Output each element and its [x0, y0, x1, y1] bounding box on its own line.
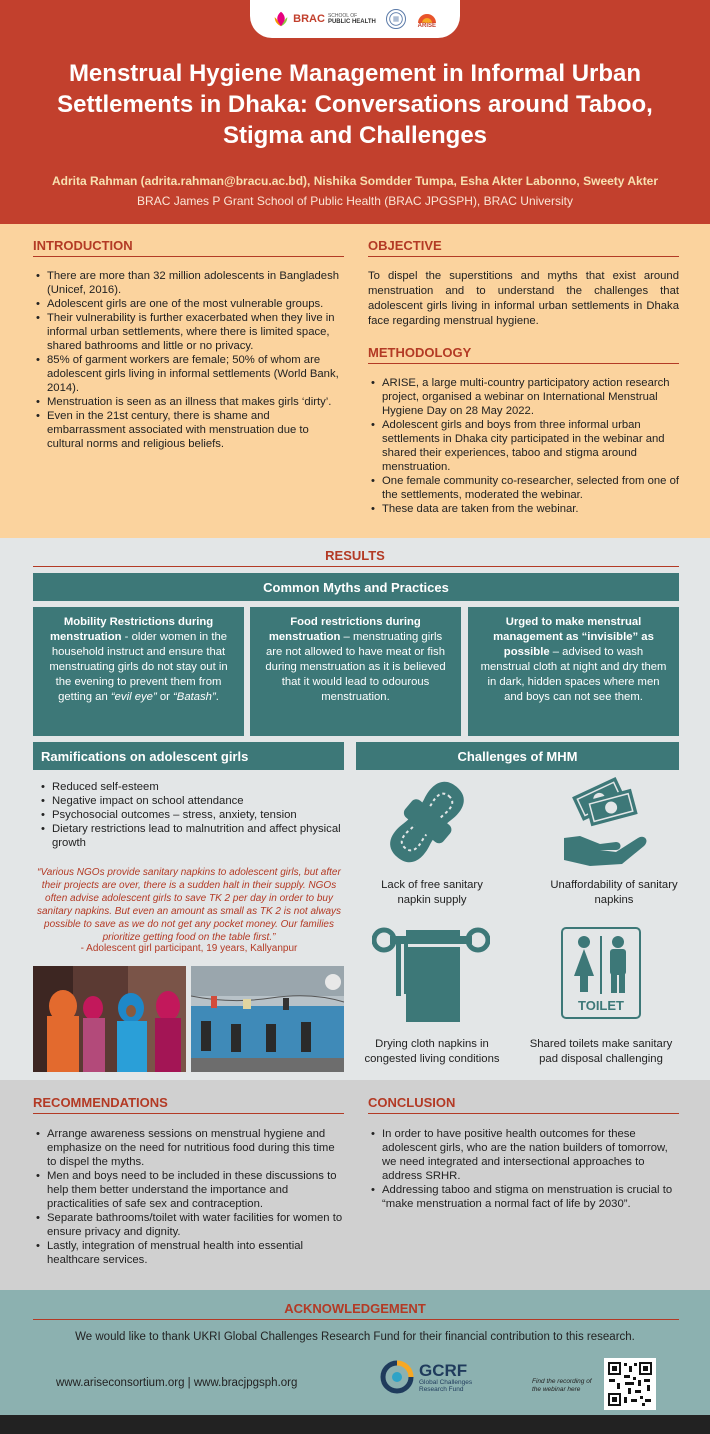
- list-item: • Psychosocial outcomes – stress, anxiety, tension: [38, 808, 356, 822]
- methodology-heading: METHODOLOGY: [368, 345, 679, 364]
- website-links[interactable]: www.ariseconsortium.org | www.bracjpgsph.org: [56, 1377, 298, 1389]
- brac-wordmark: BRAC: [293, 13, 325, 25]
- list-item: • One female community co-researcher, selected from one of the settlements, moderated the webinar.: [368, 474, 679, 502]
- myth-text: .: [215, 691, 219, 703]
- introduction-list: [33, 269, 343, 451]
- conclusion-list: [368, 1127, 673, 1211]
- qr-code-icon[interactable]: [604, 1358, 656, 1410]
- university-seal-icon: [386, 9, 406, 29]
- introduction-heading: INTRODUCTION: [33, 238, 344, 257]
- list-item: • In order to have positive health outcomes for these adolescent girls, who are the nation builders of tomorrow, we need integrated and intersectional approaches to address SRHR.: [368, 1127, 673, 1183]
- recommendations-list: [33, 1127, 345, 1267]
- gcrf-ring-icon: [380, 1360, 414, 1394]
- money-hand-icon: [560, 774, 650, 870]
- list-item: • Even in the 21st century, there is shame and embarrassment associated with menstruation due to cultural norms and religious beliefs.: [33, 409, 343, 451]
- acknowledgement-heading: ACKNOWLEDGEMENT: [284, 1301, 426, 1316]
- list-item: • There are more than 32 million adolescents in Bangladesh (Unicef, 2016).: [33, 269, 343, 297]
- objective-text: To dispel the superstitions and myths that exist around menstruation and to understand the challenges that adolescent girls living in informal urban settlements in Dhaka face regarding menstrual hygiene.: [368, 270, 679, 327]
- list-item: • These data are taken from the webinar.: [368, 502, 679, 516]
- footer-bar: [0, 1415, 710, 1434]
- myth-text: – advised to wash menstrual cloth at night and dry them in dark, hidden spaces where men and boys can not see them.: [480, 646, 667, 703]
- affiliation: BRAC James P Grant School of Public Health (BRAC JPGSPH), BRAC University: [137, 194, 573, 208]
- drying-cloth-icon: [372, 926, 490, 1024]
- acknowledgement-divider: [33, 1319, 679, 1320]
- challenge-label-drying: Drying cloth napkins in congested living conditions: [364, 1038, 500, 1065]
- myth-card-mobility: [33, 607, 244, 736]
- arise-sun-icon: [416, 9, 438, 23]
- list-item: • Men and boys need to be included in these discussions to help them better understand the importance and practicalities of safe sex and contraception.: [33, 1169, 345, 1211]
- myth-text: or: [156, 691, 174, 703]
- brac-leaf-icon: [272, 10, 290, 28]
- list-item: • Adolescent girls are one of the most vulnerable groups.: [33, 297, 343, 311]
- myth-title: Mobility Restrictions during menstruation: [49, 616, 214, 643]
- list-item: • Reduced self-esteem: [38, 780, 356, 794]
- authors: Adrita Rahman (adrita.rahman@bracu.ac.bd), Nishika Somdder Tumpa, Esha Akter Labonno, Sweety Akter: [51, 174, 659, 188]
- arise-logo: [416, 9, 438, 29]
- public-health-wordmark: PUBLIC HEALTH: [327, 19, 376, 25]
- find-recording-text: Find the recording of the webinar here: [532, 1378, 592, 1393]
- gcrf-wordmark: GCRF: [419, 1360, 468, 1380]
- gcrf-logo: [380, 1360, 472, 1394]
- myth-title: Food restrictions during menstruation: [268, 616, 421, 643]
- myths-heading-bar: [33, 573, 679, 601]
- toilet-sign-icon: [560, 926, 642, 1020]
- gcrf-subtitle: Global Challenges: [419, 1378, 473, 1386]
- ramifications-heading-bar: [33, 742, 344, 770]
- quote-attribution: - Adolescent girl participant, 19 years, Kallyanpur: [80, 943, 298, 954]
- list-item: • Their vulnerability is further exacerbated when they live in informal urban settlements, where there is limited space, shared bathrooms and little or no privacy.: [33, 311, 343, 353]
- poster-title: Menstrual Hygiene Management in Informal Urban Settlements in Dhaka: Conversations around Taboo, Stigma and Challenges: [57, 60, 653, 149]
- results-heading: RESULTS: [325, 548, 385, 563]
- logo-strip: [250, 0, 460, 38]
- participant-quote: “Various NGOs provide sanitary napkins to adolescent girls, but after their projects are over, there is a sudden halt in their supply. NGOs often advise adolescent girls to save TK 2 per day in order to buy sanitary napkins. But even an amount as small as TK 2 is not always possible to save as we do not get any pocket money. Our families prioritize getting food on the table first.”: [36, 867, 342, 943]
- challenge-label-toilets: Shared toilets make sanitary pad disposal challenging: [529, 1038, 673, 1065]
- sanitary-pad-icon: [382, 772, 472, 872]
- list-item: • Menstruation is seen as an illness that makes girls ‘dirty’.: [33, 395, 343, 409]
- photo-adolescent-girls: [33, 966, 186, 1072]
- list-item: • Lastly, integration of menstrual health into essential healthcare services.: [33, 1239, 345, 1267]
- acknowledgement-text: We would like to thank UKRI Global Challenges Research Fund for their financial contribution to this research.: [75, 1331, 635, 1343]
- myths-heading: Common Myths and Practices: [263, 579, 449, 595]
- conclusion-heading: CONCLUSION: [368, 1095, 679, 1114]
- methodology-list: [368, 376, 679, 516]
- list-item: • Addressing taboo and stigma on menstruation is crucial to “make menstruation a normal fact of life by 2030”.: [368, 1183, 673, 1211]
- myth-text: – menstruating girls are not allowed to have meat or fish during menstruation as it is believed that it would lead to odourous menstruation.: [265, 631, 446, 703]
- list-item: • ARISE, a large multi-country participatory action research project, organised a webinar on International Menstrual Hygiene Day on 28 May 2022.: [368, 376, 679, 418]
- challenge-label-supply: Lack of free sanitary napkin supply: [381, 879, 483, 906]
- myth-card-food: [250, 607, 461, 736]
- challenge-label-affordability: Unaffordability of sanitary napkins: [550, 879, 678, 906]
- list-item: • Negative impact on school attendance: [38, 794, 356, 808]
- ramifications-list: [38, 780, 356, 850]
- brac-jpgsph-logo: [272, 10, 376, 28]
- toilet-sign-text: TOILET: [578, 998, 624, 1013]
- myth-text: - older women in the household instruct and ensure that menstruating girls do not stay out in the evening to prevent them from getting an: [49, 631, 228, 703]
- objective-heading: OBJECTIVE: [368, 238, 679, 257]
- myth-title: Urged to make menstrual management as “invisible” as possible: [493, 616, 654, 658]
- list-item: • 85% of garment workers are female; 50% of whom are adolescent girls living in informal settlements (World Bank, 2014).: [33, 353, 343, 395]
- challenges-heading: Challenges of MHM: [457, 748, 578, 764]
- list-item: • Separate bathrooms/toilet with water facilities for women to ensure privacy and dignity.: [33, 1211, 345, 1239]
- myth-term: “Batash”: [173, 691, 216, 703]
- results-divider: [33, 566, 679, 567]
- myth-term: “evil eye”: [110, 691, 157, 703]
- list-item: • Arrange awareness sessions on menstrual hygiene and emphasize on the need for nutritious food during this time to dispel the myths.: [33, 1127, 345, 1169]
- challenges-heading-bar: [356, 742, 679, 770]
- ramifications-heading: Ramifications on adolescent girls: [41, 748, 249, 764]
- arise-wordmark: ARISE: [417, 23, 436, 29]
- myth-card-invisible: [468, 607, 679, 736]
- list-item: • Adolescent girls and boys from three informal urban settlements in Dhaka city participated in the webinar and shared their experiences, taboo and stigma around menstruation.: [368, 418, 679, 474]
- gcrf-subtitle: Research Fund: [419, 1385, 464, 1393]
- photo-settlement-laundry: [191, 966, 344, 1072]
- recommendations-heading: RECOMMENDATIONS: [33, 1095, 344, 1114]
- brac-school-of: SCHOOL OF: [327, 13, 358, 19]
- list-item: • Dietary restrictions lead to malnutrition and affect physical growth: [38, 822, 356, 850]
